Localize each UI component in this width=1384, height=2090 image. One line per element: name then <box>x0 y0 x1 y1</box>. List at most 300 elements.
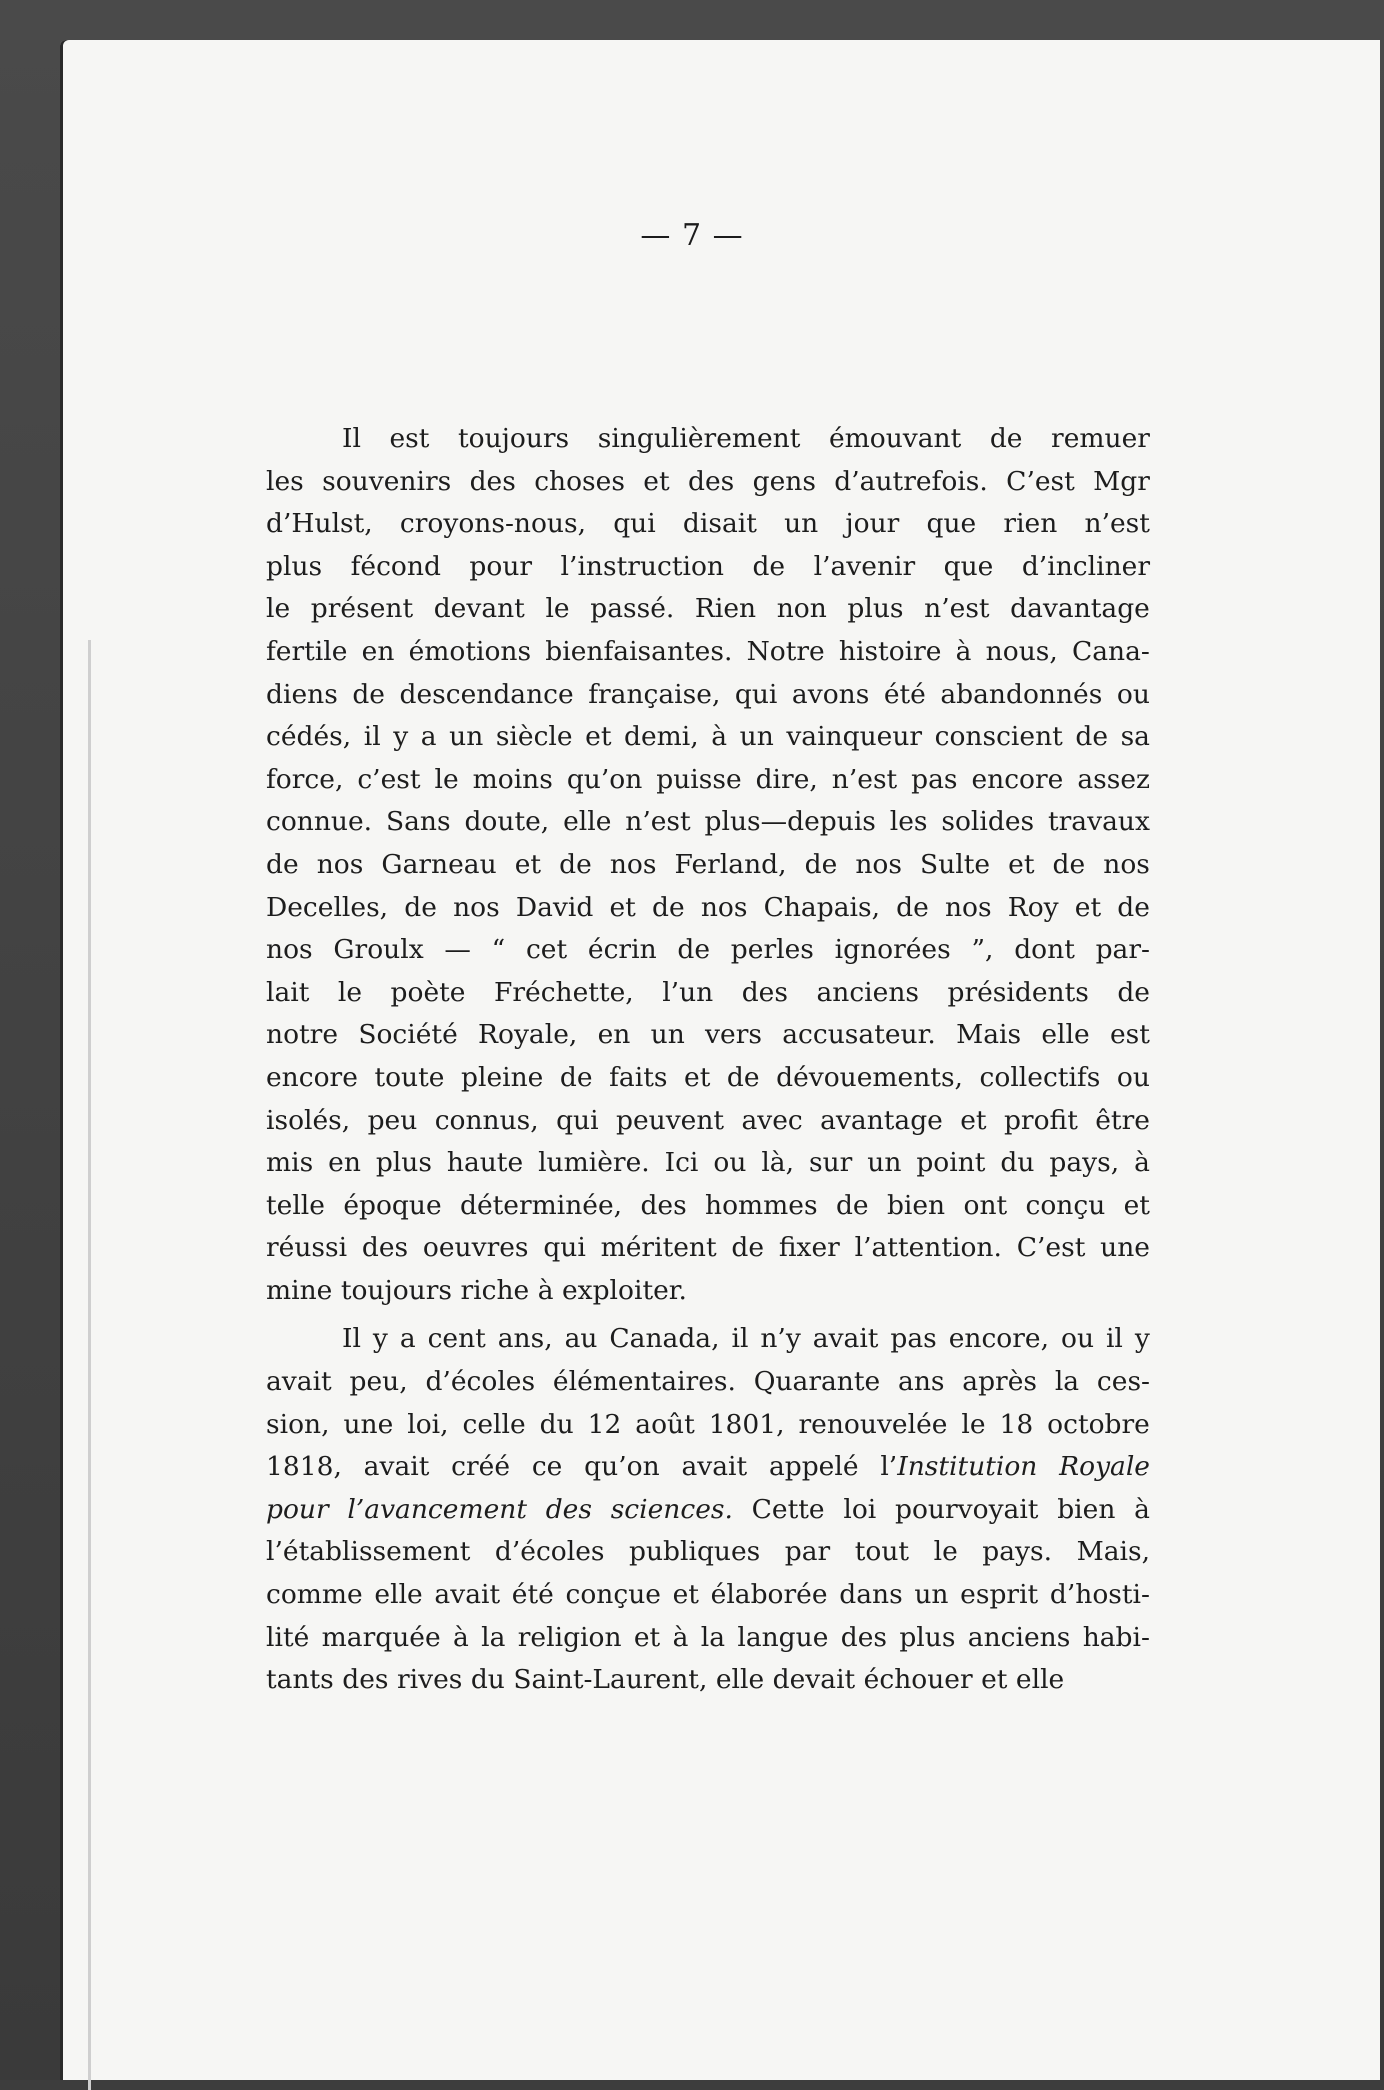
word: le <box>545 593 570 625</box>
word: Cana- <box>1071 635 1150 667</box>
word: mis <box>266 1147 314 1179</box>
word: l’établissement <box>266 1536 471 1568</box>
word: doute, <box>464 806 550 838</box>
word: conçue <box>565 1579 661 1611</box>
text-line <box>266 1361 1150 1404</box>
word: que <box>926 508 977 540</box>
word: nous, <box>985 635 1058 667</box>
word: octobre <box>1047 1408 1150 1440</box>
word: à <box>711 721 728 753</box>
text-line <box>266 674 1150 717</box>
word: les <box>266 465 304 497</box>
word: Ferland, <box>674 848 787 880</box>
word: lait <box>266 976 310 1008</box>
word: sa <box>1120 721 1150 753</box>
word: des <box>469 465 516 497</box>
word: dans <box>839 1579 903 1611</box>
word: devait <box>772 1664 856 1696</box>
word: plus <box>266 550 323 582</box>
word: les <box>889 806 928 838</box>
word: vers <box>705 1019 762 1051</box>
word: un <box>914 1579 949 1611</box>
word: et <box>514 848 542 880</box>
word: exploiter. <box>561 1274 687 1306</box>
word: nos <box>316 848 364 880</box>
text-line <box>266 418 1150 461</box>
word: demi, <box>624 721 699 753</box>
word: des <box>545 1493 592 1525</box>
word: profit <box>1003 1104 1078 1136</box>
word: de <box>835 1189 869 1221</box>
text-line <box>266 1142 1150 1185</box>
word: l’avancement <box>347 1493 527 1525</box>
word: C’est <box>1016 1232 1086 1264</box>
word: diens <box>266 678 338 710</box>
word: des <box>640 1189 687 1221</box>
word: la <box>481 1621 506 1653</box>
word: dire, <box>755 763 818 795</box>
word: en <box>361 635 395 667</box>
word: Il <box>342 1323 361 1355</box>
word: “ <box>491 934 506 966</box>
word: loi, <box>407 1408 449 1440</box>
word: appelé <box>768 1451 859 1483</box>
word: bien <box>886 1189 946 1221</box>
text-line <box>266 1185 1150 1228</box>
word: encore <box>266 1061 358 1093</box>
word: d’hosti- <box>1049 1579 1150 1611</box>
word: nos <box>266 934 313 966</box>
word: puisse <box>656 763 742 795</box>
text-line <box>266 546 1150 589</box>
word: et <box>643 465 670 497</box>
word: des <box>840 1621 887 1653</box>
word: élaborée <box>710 1579 828 1611</box>
text-line <box>266 461 1150 504</box>
word: isolés, <box>266 1104 351 1136</box>
word: Quarante <box>753 1366 881 1398</box>
word: y <box>372 1323 388 1355</box>
word: passé. <box>590 593 675 625</box>
word: Cette <box>751 1493 825 1525</box>
word: ou <box>713 1147 747 1179</box>
word: connue. <box>266 806 373 838</box>
word: connus, <box>434 1104 539 1136</box>
word: solides <box>941 806 1035 838</box>
word: d’incliner <box>1021 550 1150 582</box>
word: esprit <box>960 1579 1039 1611</box>
word: tout <box>854 1536 910 1568</box>
word: le <box>337 976 363 1008</box>
word: août <box>635 1408 695 1440</box>
word: de <box>1052 848 1086 880</box>
word: qui <box>734 678 778 710</box>
word: à <box>1134 1147 1150 1179</box>
word: toujours <box>340 1274 453 1306</box>
word: avait <box>681 1451 748 1483</box>
word: tants <box>266 1664 334 1696</box>
word: la <box>1054 1366 1080 1398</box>
word: et <box>1123 1189 1150 1221</box>
text-line <box>266 929 1150 972</box>
word: il <box>363 721 381 753</box>
word: ans <box>898 1366 945 1398</box>
word: ans, <box>497 1323 553 1355</box>
word: moins <box>472 763 553 795</box>
word: d’Hulst, <box>266 508 373 540</box>
word: avons <box>791 678 870 710</box>
word: disait <box>682 508 757 540</box>
word: et <box>672 1579 699 1611</box>
word: émouvant <box>828 423 962 454</box>
word: présent <box>310 593 414 625</box>
word: élémentaires. <box>552 1366 736 1398</box>
word: Royale, <box>478 1019 578 1051</box>
word: n’est <box>625 806 691 838</box>
word: travaux <box>1047 806 1150 838</box>
word: et <box>1008 848 1035 880</box>
word: dévouements, <box>776 1061 963 1093</box>
text-line <box>266 1270 1150 1313</box>
word: le <box>933 1536 958 1568</box>
word: nos <box>453 891 500 923</box>
word: en <box>328 1147 361 1179</box>
word: habi- <box>1082 1621 1150 1653</box>
word: qu’on <box>566 763 643 795</box>
word: de <box>1117 891 1150 923</box>
word: toujours <box>457 423 570 454</box>
word: gens <box>752 465 816 497</box>
word: d’écoles <box>425 1366 536 1398</box>
word: Sulte <box>920 848 991 880</box>
word: Saint-Laurent, <box>513 1664 708 1696</box>
word: il <box>731 1323 749 1355</box>
word: dont <box>1014 934 1075 966</box>
word: singulièrement <box>597 423 801 454</box>
word: été <box>883 678 926 710</box>
word: et <box>1074 891 1102 923</box>
text-line <box>266 801 1150 844</box>
word: pour <box>469 550 533 582</box>
word: à <box>537 1274 554 1306</box>
word: Mais <box>956 1019 1022 1051</box>
word: qui <box>543 1232 586 1264</box>
text-line <box>266 503 1150 546</box>
word: à <box>672 1621 689 1653</box>
word: poète <box>390 976 466 1008</box>
word: une <box>343 1408 394 1440</box>
word: histoire <box>838 635 942 667</box>
word: est <box>1109 1019 1150 1051</box>
word: le <box>266 593 291 625</box>
word: oeuvres <box>422 1232 529 1264</box>
word: y <box>1134 1323 1150 1355</box>
word: pays, <box>1049 1147 1120 1179</box>
word: déterminée, <box>459 1189 623 1221</box>
word: de <box>731 1232 765 1264</box>
word: 1818, <box>266 1451 342 1483</box>
word: Garneau <box>381 848 497 880</box>
word: nos <box>1103 848 1150 880</box>
word: non <box>776 593 827 625</box>
word: avait <box>434 1579 501 1611</box>
word: fixer <box>778 1232 840 1264</box>
word: 18 <box>999 1408 1034 1440</box>
word: fécond <box>350 550 441 582</box>
word: de <box>726 1061 760 1093</box>
word: le <box>961 1408 986 1440</box>
word: elle <box>1041 1019 1090 1051</box>
word: du <box>1000 1147 1035 1179</box>
word: Il <box>342 423 361 454</box>
word: 1801, <box>708 1408 785 1440</box>
word: cédés, <box>266 721 352 753</box>
text-line <box>266 588 1150 631</box>
word: Ici <box>664 1147 699 1179</box>
word: des <box>741 976 788 1008</box>
word: n’est <box>1084 508 1150 540</box>
word: croyons-nous, <box>399 508 587 540</box>
word: mine <box>266 1274 333 1306</box>
word: riche <box>460 1274 530 1306</box>
word: C’est <box>1006 465 1075 497</box>
word: Decelles, <box>266 891 389 923</box>
word: présidents <box>947 976 1089 1008</box>
word: faits <box>609 1061 668 1093</box>
word: lumière. <box>538 1147 650 1179</box>
word: pourvoyait <box>894 1493 1039 1525</box>
word: Sans <box>385 806 451 838</box>
page-fold-edge <box>88 640 91 2090</box>
word: à <box>452 1621 469 1653</box>
word: davantage <box>1010 593 1150 625</box>
word: elle <box>374 1579 423 1611</box>
text-line <box>266 1659 1150 1702</box>
word: plus <box>899 1621 956 1653</box>
word: sur <box>808 1147 853 1179</box>
word: abandonnés <box>940 678 1103 710</box>
word: n’est <box>924 593 990 625</box>
word: nos <box>700 891 748 923</box>
word: Société <box>358 1019 458 1051</box>
word: hommes <box>705 1189 818 1221</box>
word: marquée <box>321 1621 441 1653</box>
word: de <box>404 891 437 923</box>
word: cet <box>525 934 568 966</box>
word: méritent <box>600 1232 717 1264</box>
text-line <box>266 1446 1150 1489</box>
word: haute <box>446 1147 524 1179</box>
word: au <box>564 1323 598 1355</box>
text-line <box>266 1404 1150 1447</box>
word: bienfaisantes. <box>545 635 733 667</box>
word: a <box>420 721 437 753</box>
word: de <box>804 848 838 880</box>
word: assez <box>1077 763 1150 795</box>
word: Notre <box>746 635 825 667</box>
word: des <box>688 465 735 497</box>
word: Groulx <box>333 934 424 966</box>
word: fertile <box>266 635 348 667</box>
word: ”, <box>971 934 994 966</box>
body-text <box>266 418 1150 1702</box>
word: un <box>867 1147 902 1179</box>
word: des <box>361 1232 409 1264</box>
word: loi <box>843 1493 877 1525</box>
word: renouvelée <box>798 1408 948 1440</box>
word: époque <box>343 1189 442 1221</box>
word: en <box>597 1019 631 1051</box>
word: à <box>1134 1493 1150 1525</box>
word: plus—depuis <box>704 806 876 838</box>
word: 12 <box>587 1408 622 1440</box>
text-line <box>266 1617 1150 1660</box>
word: peu <box>367 1104 418 1136</box>
word: été <box>511 1579 554 1611</box>
word: nos <box>855 848 902 880</box>
word: de <box>989 423 1023 454</box>
word: force, <box>266 763 344 795</box>
text-line <box>266 1489 1150 1532</box>
word: de <box>1075 721 1109 753</box>
text-line <box>266 887 1150 930</box>
word: plus <box>847 593 904 625</box>
word: une <box>1100 1232 1150 1264</box>
word: ignorées <box>834 934 951 966</box>
word: elle <box>1015 1664 1065 1696</box>
word: rien <box>1003 508 1058 540</box>
word: échouer <box>863 1664 973 1696</box>
word: pour <box>266 1493 329 1525</box>
word: avait <box>363 1451 430 1483</box>
word: d’autrefois. <box>834 465 988 497</box>
word: la <box>700 1621 725 1653</box>
word: et <box>609 891 636 923</box>
word: le <box>434 763 459 795</box>
word: a <box>399 1323 416 1355</box>
word: souvenirs <box>322 465 452 497</box>
text-line <box>266 1227 1150 1270</box>
word: par- <box>1095 934 1150 966</box>
word: il <box>1105 1323 1123 1355</box>
word: langue <box>737 1621 829 1653</box>
word: plus <box>375 1147 432 1179</box>
word: émotions <box>408 635 532 667</box>
page-number: — 7 — <box>640 218 744 253</box>
word: ce <box>531 1451 563 1483</box>
word: peu, <box>349 1366 408 1398</box>
word: et <box>960 1104 987 1136</box>
word: qui <box>556 1104 599 1136</box>
word: ont <box>963 1189 1008 1221</box>
word: encore, <box>948 1323 1050 1355</box>
word: du <box>539 1408 574 1440</box>
word: sciences. <box>610 1493 733 1525</box>
word: remuer <box>1051 423 1150 454</box>
word: Mais, <box>1076 1536 1150 1568</box>
word: devant <box>433 593 525 625</box>
word: ou <box>1116 678 1150 710</box>
word: que <box>943 550 994 582</box>
word: siècle <box>495 721 573 753</box>
word: nos <box>609 848 657 880</box>
word: conscient <box>934 721 1063 753</box>
word: est <box>389 423 430 454</box>
word: un <box>449 721 484 753</box>
word: de <box>752 550 786 582</box>
word: toute <box>374 1061 445 1093</box>
word: sion, <box>266 1408 330 1440</box>
word: un <box>784 508 819 540</box>
word: de <box>896 891 929 923</box>
word: cent <box>427 1323 486 1355</box>
word: peuvent <box>615 1104 725 1136</box>
text-line <box>266 1057 1150 1100</box>
word: pas <box>911 763 958 795</box>
word: de <box>352 678 385 710</box>
text-line <box>266 1014 1150 1057</box>
word: Mgr <box>1093 465 1150 497</box>
word: par <box>784 1536 831 1568</box>
word: pas <box>890 1323 937 1355</box>
text-line <box>266 759 1150 802</box>
text-line <box>266 1574 1150 1617</box>
word: l’instruction <box>560 550 724 582</box>
word: là, <box>761 1147 795 1179</box>
word: point <box>916 1147 986 1179</box>
word: pays. <box>982 1536 1053 1568</box>
word: c’est <box>357 763 421 795</box>
word: ou <box>1060 1323 1095 1355</box>
word: de <box>677 934 711 966</box>
text-line <box>266 1318 1150 1361</box>
word: elle <box>715 1664 765 1696</box>
word: ou <box>1116 1061 1150 1093</box>
word: avait <box>266 1366 332 1398</box>
word: à <box>955 635 972 667</box>
text-line <box>266 1100 1150 1143</box>
word: anciens <box>967 1621 1071 1653</box>
word: celle <box>462 1408 526 1440</box>
word: bien <box>1057 1493 1116 1525</box>
word: descendance <box>399 678 574 710</box>
word: qui <box>613 508 656 540</box>
word: avantage <box>820 1104 943 1136</box>
word: choses <box>534 465 625 497</box>
word: avait <box>812 1323 879 1355</box>
word: de <box>559 848 592 880</box>
word: n’est <box>831 763 898 795</box>
word: telle <box>266 1189 325 1221</box>
word: ces- <box>1096 1366 1150 1398</box>
text-line <box>266 631 1150 674</box>
word: de <box>266 848 299 880</box>
text-line <box>266 844 1150 887</box>
word: David <box>515 891 594 923</box>
word: et <box>585 721 612 753</box>
word: religion <box>517 1621 622 1653</box>
word: après <box>962 1366 1038 1398</box>
word: réussi <box>266 1232 348 1264</box>
word: être <box>1095 1104 1150 1136</box>
word: des <box>342 1664 389 1696</box>
word: l’avenir <box>813 550 916 582</box>
word: et <box>633 1621 661 1653</box>
text-line <box>266 972 1150 1015</box>
word: — <box>444 934 471 966</box>
word: publiques <box>629 1536 761 1568</box>
word: jour <box>845 508 900 540</box>
